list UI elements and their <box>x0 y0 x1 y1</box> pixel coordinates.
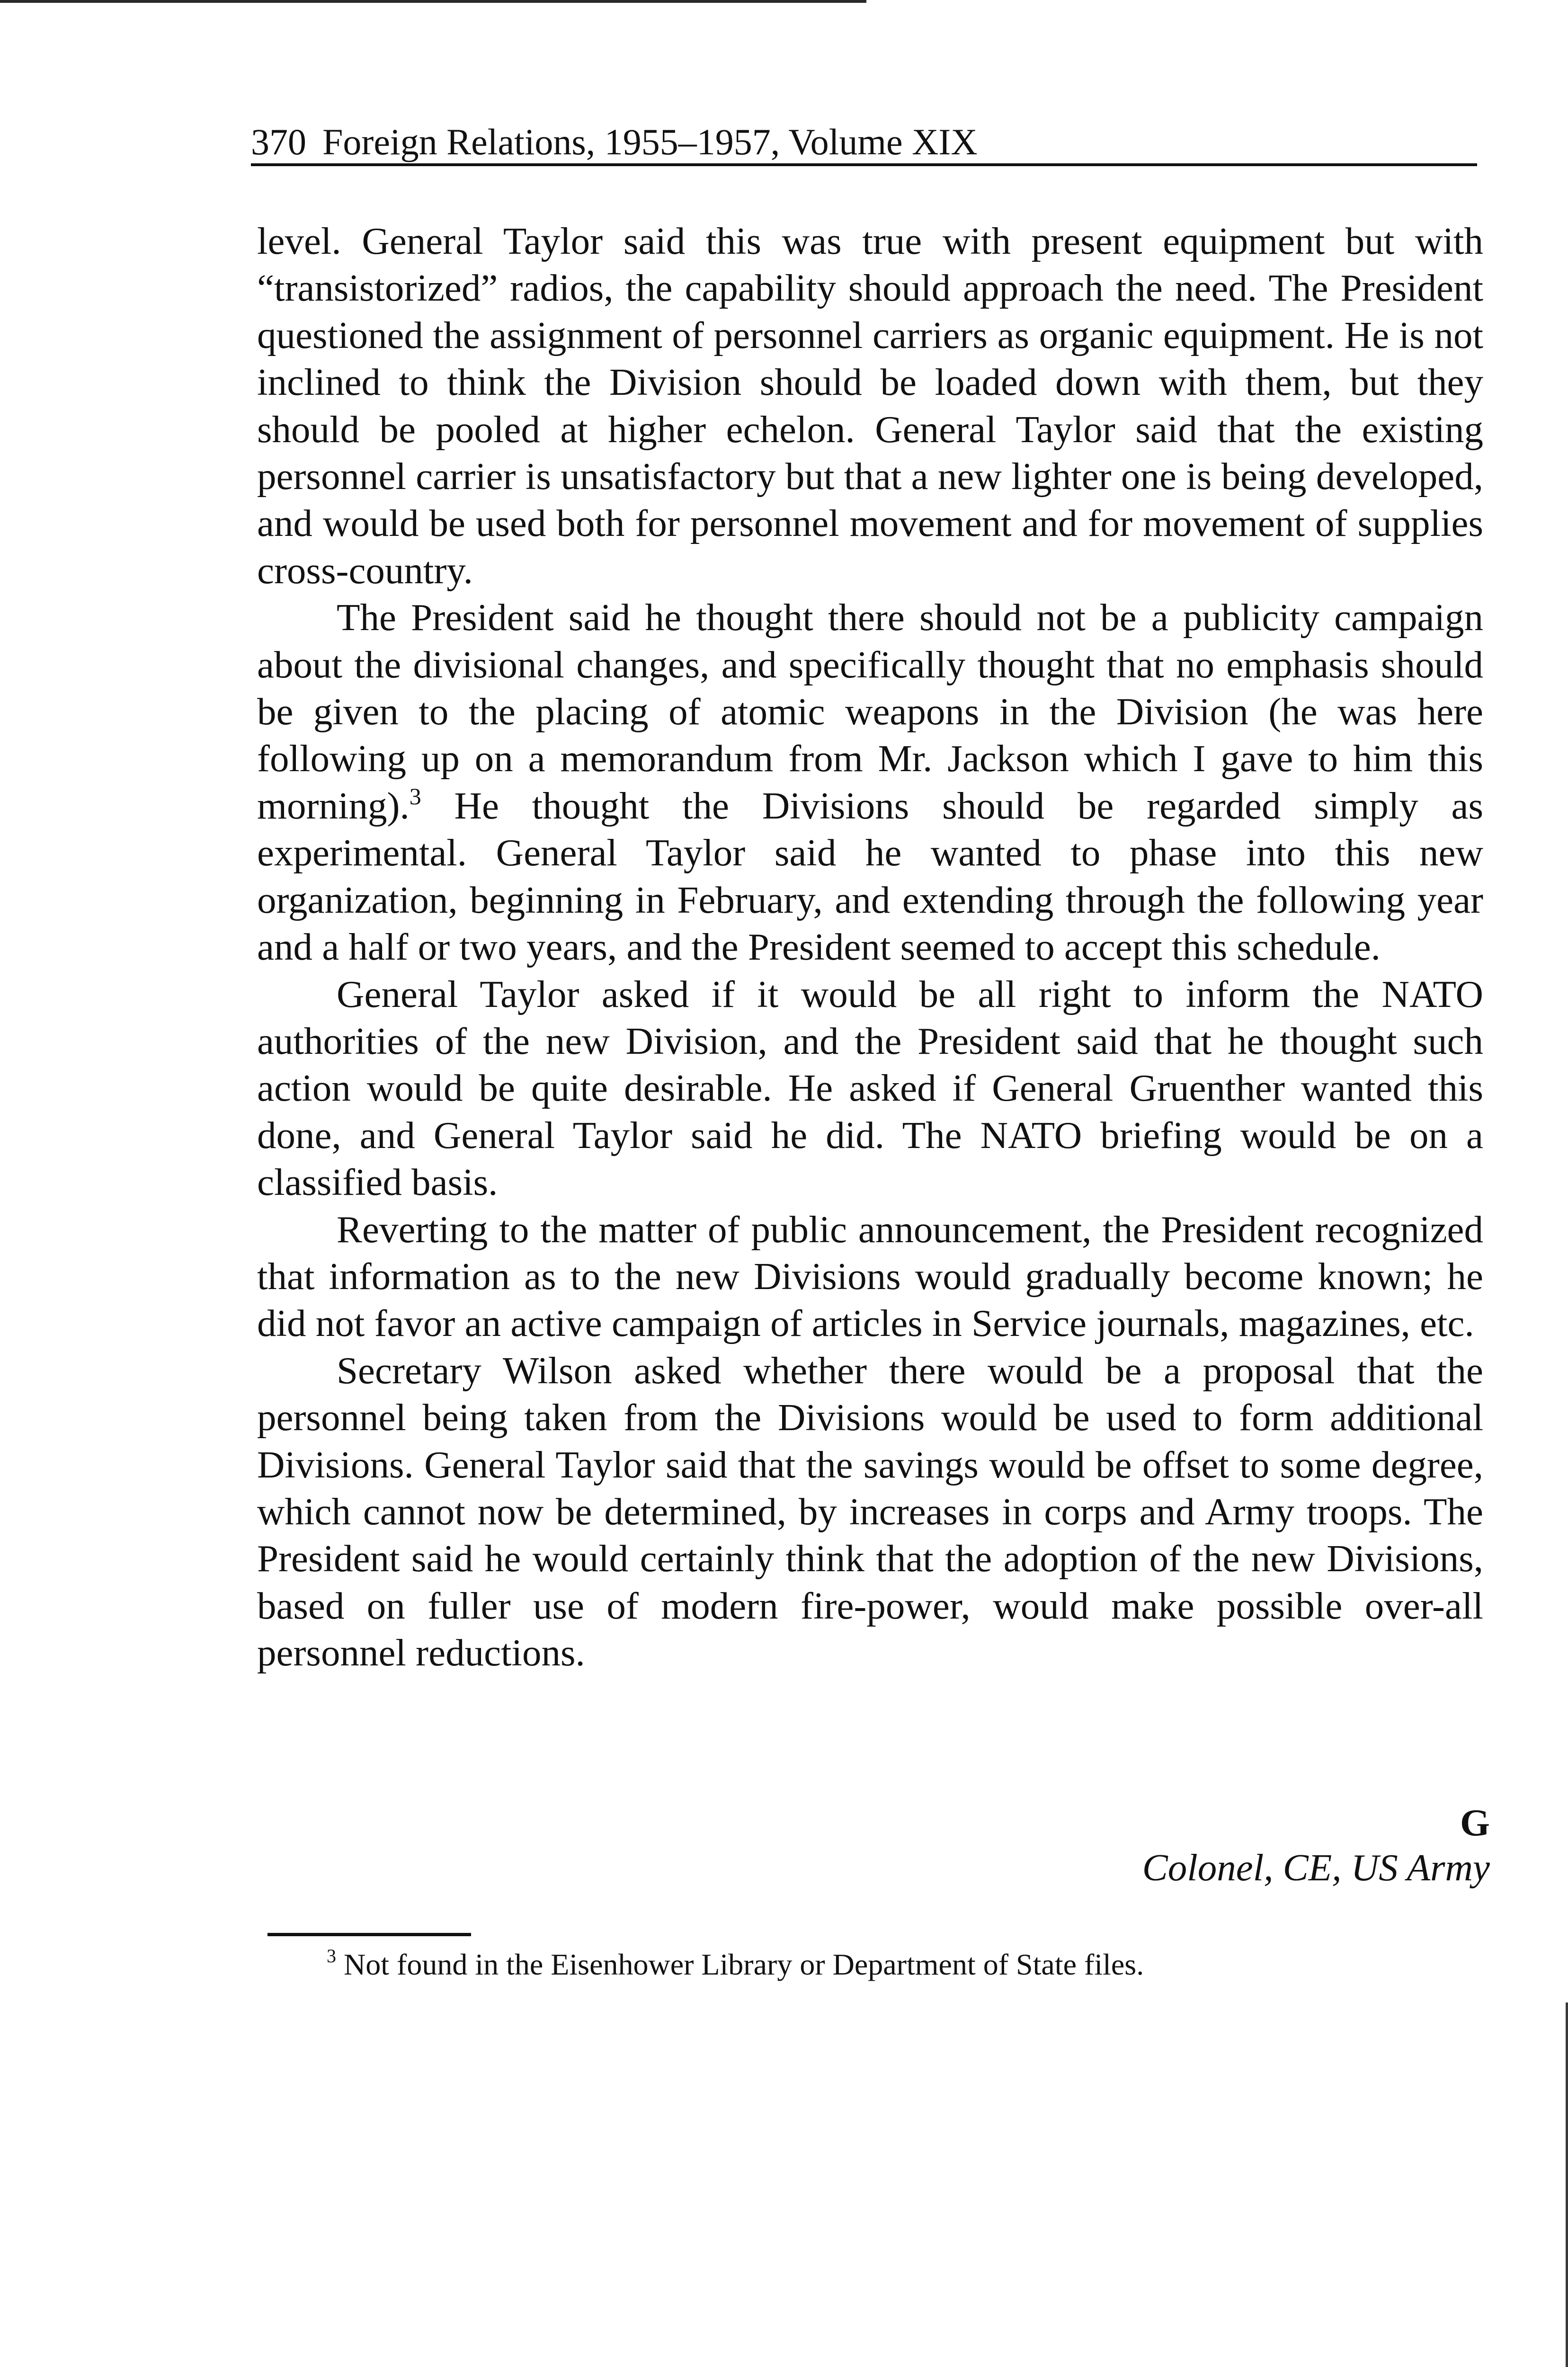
signature-initial: G <box>1460 1801 1490 1844</box>
paragraph-5: Secretary Wilson asked whether there would be a proposal that the personnel being taken from the Divisions would be used to form additional Divisions. General Taylor said that the savings would be offset to some degree, which cannot now be determined, by increases in corps and Army troops. The President said he would certainly think that the adoption of the new Divisions, based on fuller use of modern fire-power, would make possible over-all personnel reductions. <box>257 1349 1483 1674</box>
running-title: Foreign Relations, 1955–1957, Volume XIX <box>322 121 978 162</box>
paragraph-3: General Taylor asked if it would be all right to inform the NATO authorities of the new Division, and the President said that he thought such action would be quite desirable. He asked if General Gruenther wanted this done, and General Taylor said he did. The NATO briefing would be on a classified basis. <box>257 972 1483 1204</box>
running-head <box>251 121 1477 166</box>
paragraph-2 <box>257 594 1483 970</box>
paragraph-4: Reverting to the matter of public announcement, the President recognized that information as to the new Divisions would gradually become known; he did not favor an active campaign of articles in Service journals, magazines, etc. <box>257 1208 1483 1345</box>
paragraph-1: level. General Taylor said this was true with present equipment but with “transistorized” radios, the capability should approach the need. The President questioned the assignment of personnel carriers as organic equipment. He is not inclined to think the Division should be loaded down with them, but they should be pooled at higher echelon. General Taylor said that the existing personnel carrier is unsatisfactory but that a new lighter one is being developed, and would be used both for personnel movement and for movement of supplies cross-country. <box>257 220 1483 592</box>
body-text <box>257 218 1483 1677</box>
scan-edge-top <box>0 0 866 3</box>
footnote <box>327 1946 1144 1984</box>
scan-edge-right <box>1566 2002 1568 2367</box>
footnote-text: Not found in the Eisenhower Library or Department of State files. <box>344 1948 1144 1981</box>
signature-title: Colonel, CE, US Army <box>1142 1846 1490 1889</box>
footnote-rule <box>267 1933 471 1936</box>
footnote-number: 3 <box>327 1945 336 1967</box>
paragraph-2-text-after: He thought the Divisions should be regarded simply as experimental. General Taylor said he wanted to phase into this new organization, beginning in February, and extending through the following year and a half or two years, and the President seemed to accept this schedule. <box>257 784 1483 969</box>
page-number: 370 <box>251 121 306 162</box>
paragraph-2-text-before: The President said he thought there should not be a publicity campaign about the divisional changes, and specifically thought that no emphasis should be given to the placing of atomic weapons in the Division (he was here following up on a memorandum from Mr. Jackson which I gave to him this morning). <box>257 596 1483 827</box>
footnote-reference: 3 <box>409 783 421 810</box>
